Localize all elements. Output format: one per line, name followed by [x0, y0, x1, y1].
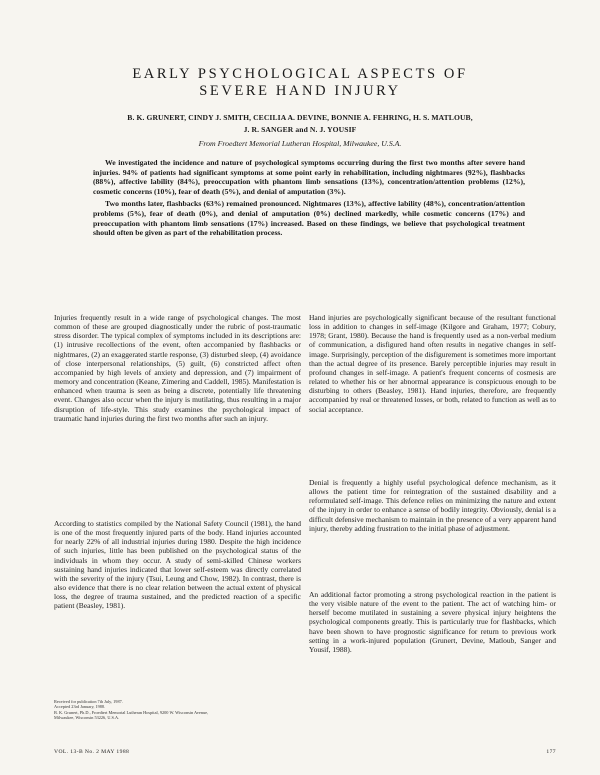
right-column-self-image: [309, 313, 556, 414]
footnote-line-1: Received for publication 7th July, 1987.: [54, 699, 123, 704]
right-column-additional-factor: [309, 590, 556, 654]
left-column-intro: [54, 313, 301, 423]
right-paragraph-3: An additional factor promoting a strong psychological reaction in the patient is the very visible nature of the event to the patient. The act of watching him- or herself become mutilated in sustaining a severe physical injury heightens the psychological components greatly. This is particularly true for flashbacks, which have been shown to have prognostic significance for return to previous work setting in a work-injured population (Grunert, Devine, Matloub, Sanger and Yousif, 1988).: [309, 590, 556, 654]
left-column-statistics: [54, 519, 301, 611]
article-title: [0, 66, 600, 100]
abstract-paragraph-2: Two months later, flashbacks (63%) remained pronounced. Nightmares (13%), affective lability (48%), concentration/attention problems (5%), fear of death (0%), and denial of amputation (0%) declined markedly, while cosmetic concerns (17%) and preoccupation with phantom limb sensations (17%) increased. Based on these findings, we believe that psychological treatment should often be given as part of the rehabilitation process.: [93, 199, 525, 238]
left-paragraph-2: According to statistics compiled by the National Safety Council (1981), the hand is one of the most frequently injured parts of the body. Hand injuries accounted for nearly 22% of all industrial injuries during 1980. Despite the high incidence of such injuries, little has been published on the psychological status of the individuals in whom they occur. A study of semi-skilled Chinese workers sustaining hand injuries indicated that lower self-esteem was directly correlated with the severity of the injury (Tsui, Leung and Chow, 1982). In contrast, there is also evidence that there is no clear relation between the actual extent of physical loss, the degree of trauma sustained, and the predicted reaction of a specific patient (Beasley, 1981).: [54, 519, 301, 611]
footnote-line-3: B. K. Grunert, Ph.D., Froedtert Memorial Lutheran Hospital, 9200 W. Wisconsin Avenue,: [54, 709, 209, 715]
page-number: 177: [546, 749, 556, 755]
affiliation: From Froedtert Memorial Lutheran Hospital, Milwaukee, U.S.A.: [198, 139, 402, 148]
authors-line-2: J. R. SANGER and N. J. YOUSIF: [243, 124, 357, 134]
footnote-line-2: Accepted 23rd January, 1988.: [54, 704, 106, 710]
abstract-paragraph-1: We investigated the incidence and nature of psychological symptoms occurring during the first two months after severe hand injuries. 94% of patients had significant symptoms at some point early in rehabilitation, including nightmares (92%), flashbacks (88%), affective lability (84%), preoccupation with phantom limb sensations (13%), concentration/attention problems (12%), cosmetic concerns (10%), fear of death (5%), and denial of amputation (3%).: [93, 158, 525, 196]
footnote-line-4: Milwaukee, Wisconsin 53226, U.S.A.: [54, 714, 120, 720]
authors-line-1: B. K. GRUNERT, CINDY J. SMITH, CECILIA A. DEVINE, BONNIE A. FEHRING, H. S. MATLOUB,: [127, 113, 473, 122]
right-paragraph-1: Hand injuries are psychologically significant because of the resultant functional loss in addition to changes in self-image (Kilgore and Graham, 1977; Cobury, 1978; Grant, 1980). Because the hand is frequently used as a non-verbal medium of communication, a disfigured hand often results in negative changes in self-image. Surprisingly, perception of the disfigurement is sometimes more important than the actual degree of its presence. Barely perceptible injuries may result in profound changes in self-image. A patient's frequent concerns of cosmesis are related to whether his or her abnormal appearance is conspicuous enough to be disturbing to others (Beasley, 1981). Hand injuries, therefore, are frequently accompanied by real or threatened losses, or both, related to function as well as to social acceptance.: [309, 313, 556, 414]
title-line-1: EARLY PSYCHOLOGICAL ASPECTS OF: [132, 66, 468, 82]
title-line-2: SEVERE HAND INJURY: [199, 83, 401, 99]
left-paragraph-1: Injuries frequently result in a wide range of psychological changes. The most common of these are grouped diagnostically under the rubric of post-traumatic stress disorder. The typical complex of symptoms included in its descriptions are: (1) intrusive recollections of the event, often accompanied by flashbacks or nightmares, (2) an exaggerated startle response, (3) disturbed sleep, (4) avoidance of close interpersonal relationships, (5) guilt, (6) constricted affect often accompanied by high levels of anxiety and depression, and (7) impairment of memory and concentration (Keane, Zimering and Caddell, 1985). Manifestation is enhanced when trauma is seen as being a discrete, potentially life threatening event. Changes also occur when the injury is mutilating, thus resulting in a major disruption of life-style. This study examines the psychological impact of traumatic hand injuries during the first two months after such an injury.: [54, 313, 302, 423]
journal-volume: VOL. 13-B No. 2 MAY 1988: [54, 749, 130, 755]
right-paragraph-2: Denial is frequently a highly useful psychological defence mechanism, as it allows the patient time for reintegration of the sustained disability and a reformulated self-image. This defence relies on minimizing the nature and extent of the injury in order to enhance a sense of bodily integrity. Obviously, denial is a difficult defensive mechanism to maintain in the presence of a very apparent hand injury, thereby adding frustration to the initial phase of adjustment.: [309, 478, 556, 533]
author-list: [78, 112, 522, 135]
right-column-denial: [309, 478, 556, 533]
footnote: [54, 699, 254, 720]
abstract: [93, 158, 525, 241]
